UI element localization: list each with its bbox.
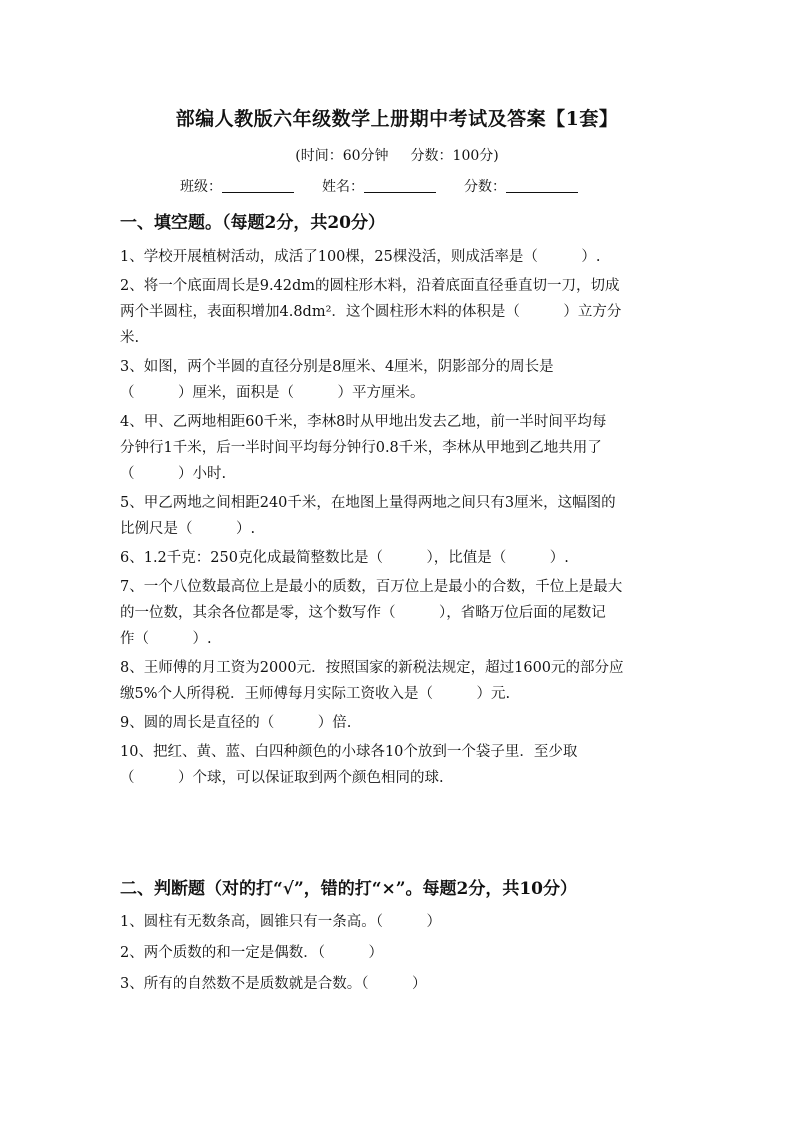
question-item [120,409,676,487]
question-item [120,739,676,791]
question-line: 8、王师傅的月工资为2000元．按照国家的新税法规定，超过1600元的部分应 [120,660,624,676]
question-item [120,273,676,351]
student-info [180,176,606,196]
question-line: 3、如图，两个半圆的直径分别是8厘米、4厘米，阴影部分的周长是 [120,359,554,375]
class-blank[interactable] [222,178,294,193]
section2-questions [120,907,680,1000]
name-label: 姓名： [322,179,364,195]
question-item [120,710,676,736]
question-item [120,574,676,652]
name-blank[interactable] [364,178,436,193]
question-item [120,244,676,270]
score-label: 分数： [464,179,506,195]
question-line: 作（ ）. [120,631,212,647]
section2-heading: 二、判断题（对的打“√”，错的打“×”。每题2分，共10分） [120,879,578,899]
score-blank[interactable] [506,178,578,193]
judgment-item: 3、所有的自然数不是质数就是合数。（ ） [120,976,427,992]
total-score: 分数：100分) [410,148,499,164]
question-line: 分钟行1千米，后一半时间平均每分钟行0.8千米，李林从甲地到乙地共用了 [120,440,602,456]
judgment-item: 1、圆柱有无数条高，圆锥只有一条高。（ ） [120,914,441,930]
question-line: 5、甲乙两地之间相距240千米，在地图上量得两地之间只有3厘米，这幅图的 [120,495,616,511]
question-line: 的一位数，其余各位都是零，这个数写作（ ），省略万位后面的尾数记 [120,605,606,621]
question-line: 缴5%个人所得税．王师傅每月实际工资收入是（ ）元. [120,686,511,702]
question-line: 两个半圆柱，表面积增加4.8dm²．这个圆柱形木料的体积是（ ）立方分 [120,304,622,320]
question-line: 1、学校开展植树活动，成活了100棵，25棵没活，则成活率是（ ）. [120,249,601,265]
question-line: 米. [120,330,140,346]
question-item [120,655,676,707]
judgment-item: 2、两个质数的和一定是偶数．（ ） [120,945,383,961]
time-limit: (时间：60分钟 [295,148,389,164]
question-line: 6、1.2千克：250克化成最简整数比是（ ），比值是（ ）. [120,550,569,566]
exam-subtitle [0,145,794,165]
question-line: （ ）小时. [120,466,227,482]
question-line: 2、将一个底面周长是9.42dm的圆柱形木料，沿着底面直径垂直切一刀，切成 [120,278,620,294]
question-line: 比例尺是（ ）. [120,521,256,537]
question-line: 4、甲、乙两地相距60千米，李林8时从甲地出发去乙地，前一半时间平均每 [120,414,607,430]
question-line: 9、圆的周长是直径的（ ）倍. [120,715,352,731]
question-line: （ ）厘米，面积是（ ）平方厘米。 [120,385,425,401]
section1-questions [120,244,676,794]
question-line: 7、一个八位数最高位上是最小的质数，百万位上是最小的合数，千位上是最大 [120,579,623,595]
question-item [120,354,676,406]
question-line: （ ）个球，可以保证取到两个颜色相同的球. [120,770,444,786]
page-title: 部编人教版六年级数学上册期中考试及答案【1套】 [175,108,619,130]
section1-heading: 一、填空题。（每题2分，共20分） [120,213,385,233]
question-item [120,490,676,542]
class-label: 班级： [180,179,222,195]
question-item [120,545,676,571]
question-line: 10、把红、黄、蓝、白四种颜色的小球各10个放到一个袋子里．至少取 [120,744,578,760]
